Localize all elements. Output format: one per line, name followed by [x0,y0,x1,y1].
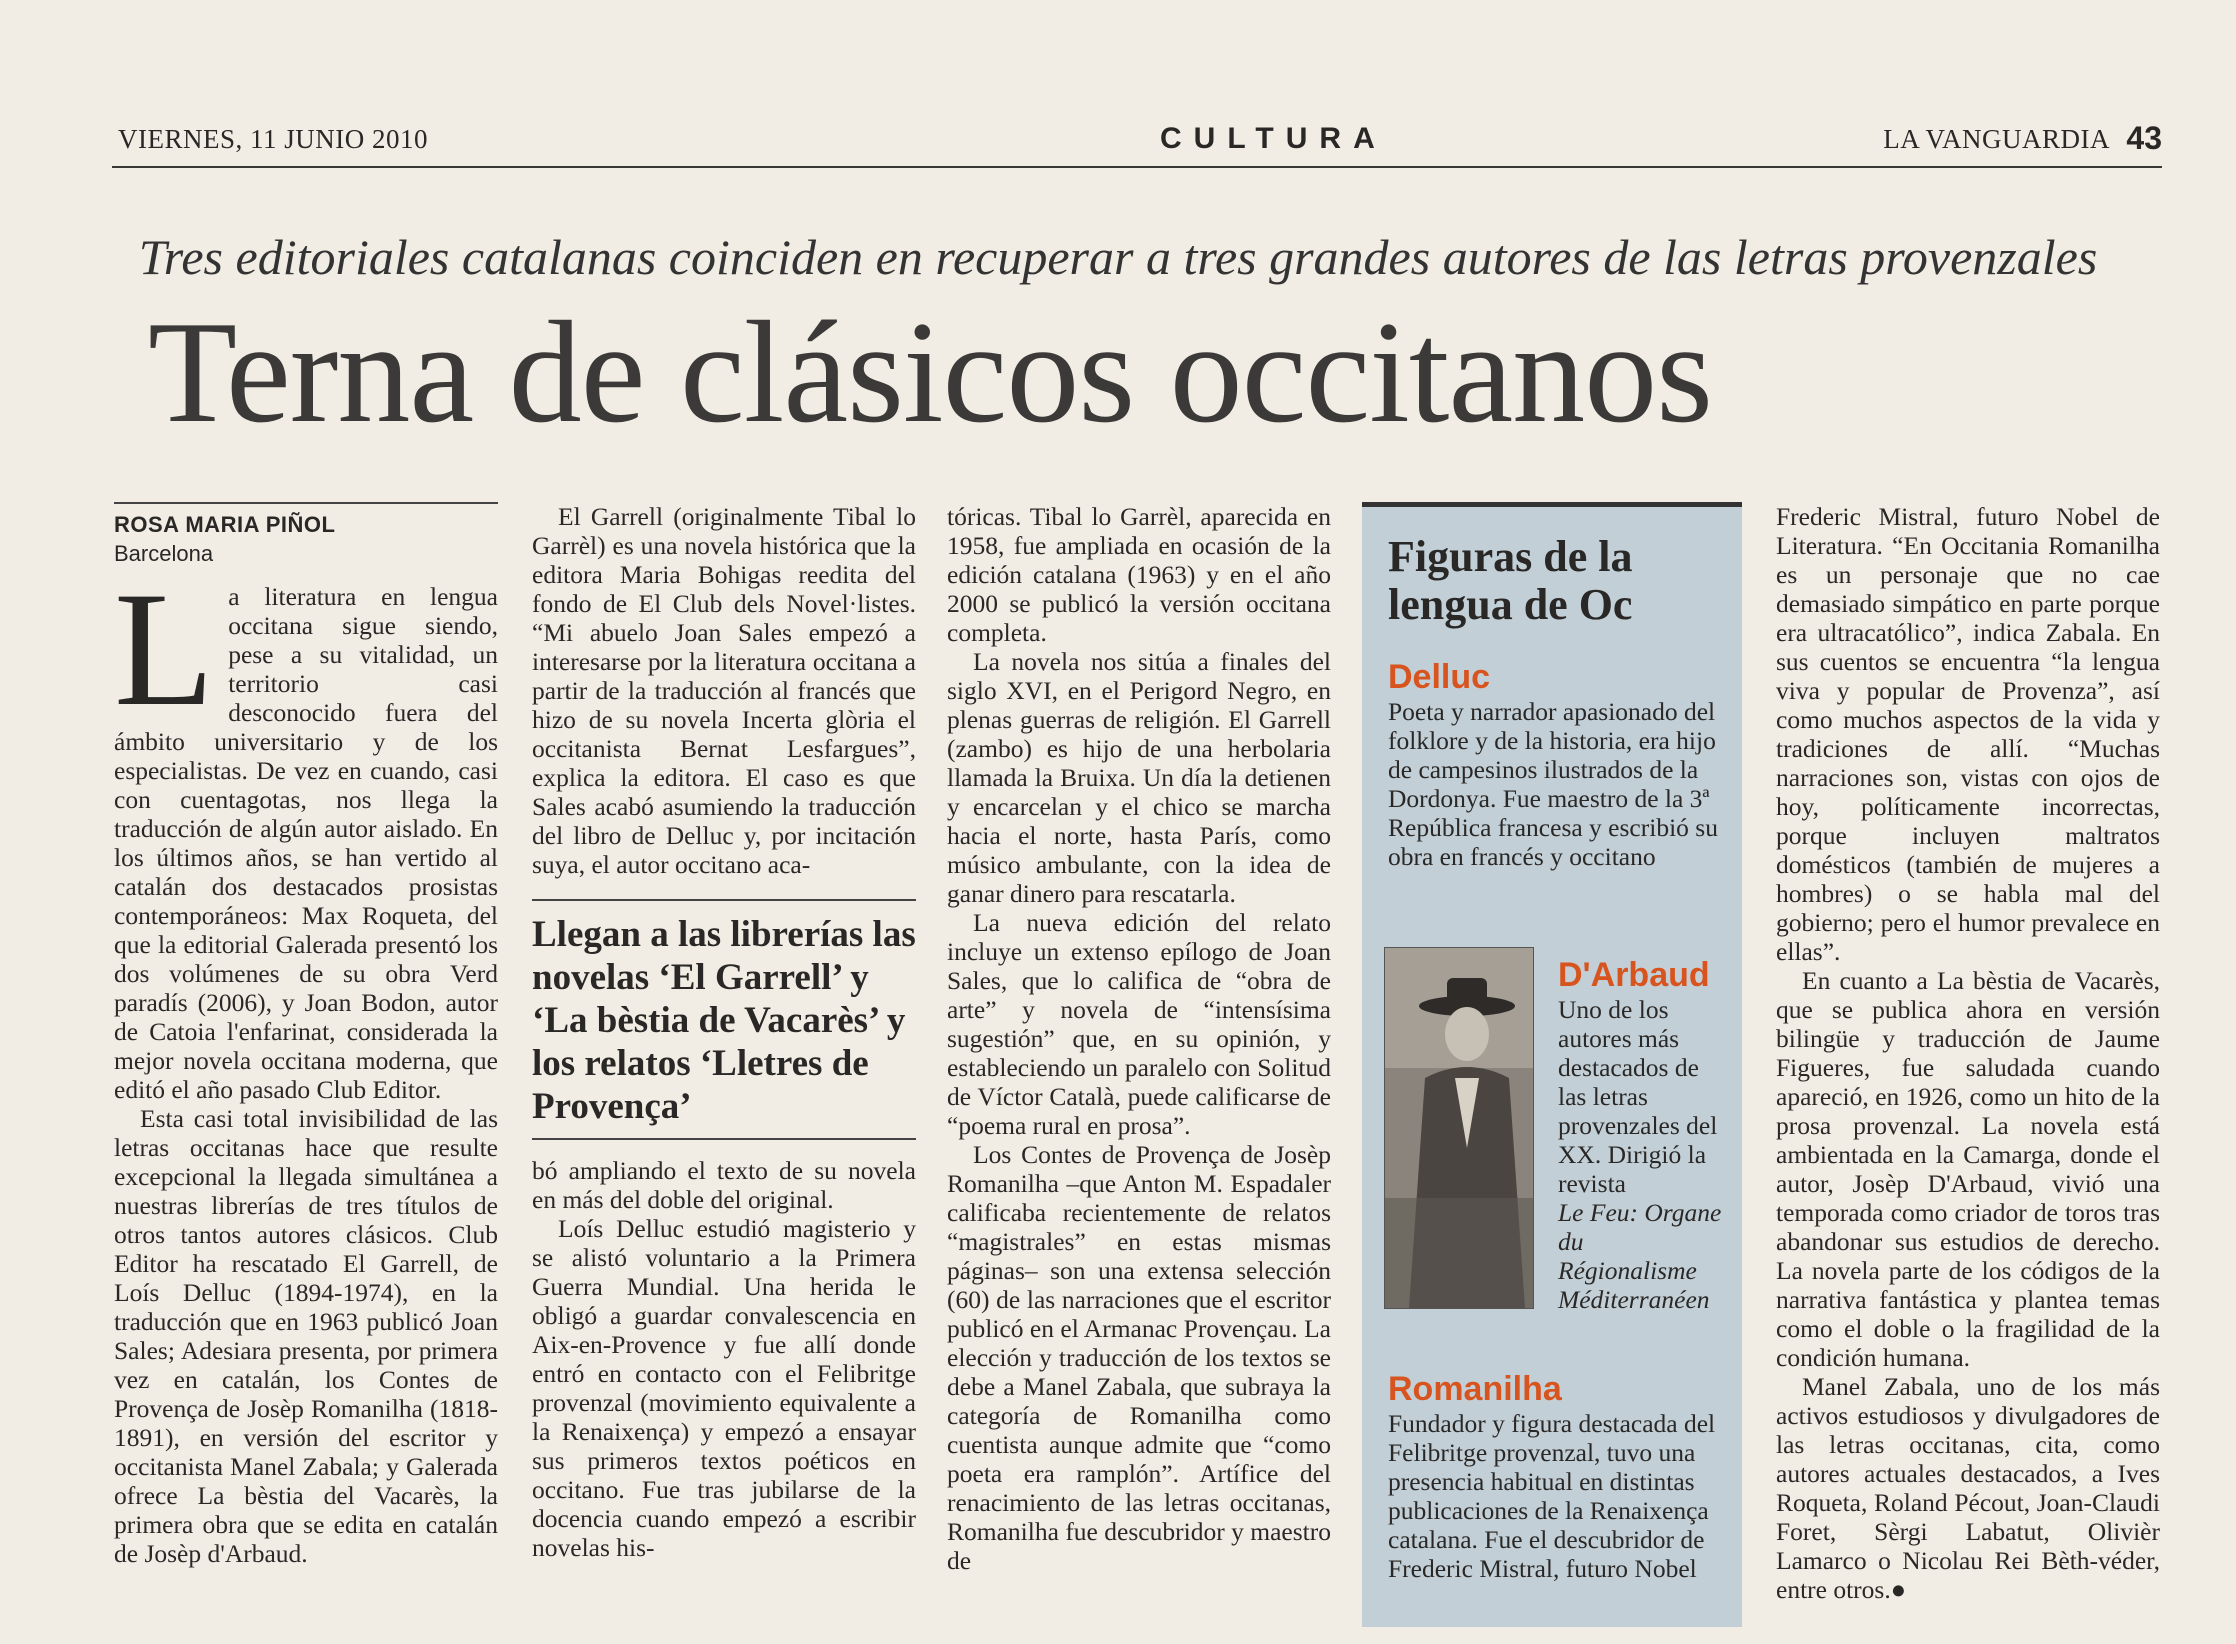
paragraph: La nueva edición del relato incluye un extenso epílogo de Joan Sales, que lo califica de “obra de arte” y novela de “intensísima sugestión” que, en su opinión, y estableciendo un paralelo con Solitud de Víctor Català, puede calificarse de “poema rural en prosa”. [947,908,1331,1140]
paragraph: Los Contes de Provença de Josèp Romanilha –que Anton M. Espadaler calificaba recientemente de relatos “magistrales” en estas mismas páginas– son una extensa selección (60) de las narraciones que el escritor publicó en el Armanac Provençau. La elección y traducción de los textos se debe a Manel Zabala, que subraya la categoría de Romanilha como cuentista aunque admite que “como poeta era ramplón”. Artífice del renacimiento de las letras occitanas, Romanilha fue descubridor y maestro de [947,1140,1331,1575]
sidebar-box [1362,502,1742,1627]
byline [114,502,498,568]
column-5 [1776,502,2160,1604]
byline-author: ROSA MARIA PIÑOL [114,512,336,537]
kicker: Tres editoriales catalanas coinciden en recuperar a tres grandes autores de las letras provenzales [138,229,2098,285]
sidebar-text-romanilha: Fundador y figura destacada del Felibritge provenzal, tuvo una presencia habitual en distintas publicaciones de la Renaixença catalana. Fue el descubridor de Frederic Mistral, futuro Nobel [1388,1409,1716,1583]
byline-city: Barcelona [114,541,214,566]
paragraph: a literatura en lengua occitana sigue siendo, pese a su vitalidad, un territorio casi desconocido fuera del ámbito universitario y de los especialistas. De vez en cuando, casi con cuentagotas, nos llega la traducción de algún autor aislado. En los últimos años, se han vertido al catalán dos destacados prosistas contemporáneos: Max Roqueta, del que la editorial Galerada presentó los dos volúmenes de su obra Verd paradís (2006), y Joan Bodon, autor de Catoia l'enfarinat, considerada la mejor novela occitana moderna, que editó el año pasado Club Editor. [114,582,498,1104]
paragraph: Loís Delluc estudió magisterio y se alistó voluntario a la Primera Guerra Mundial. Una herida le obligó a guardar convalescencia en Aix-en-Provence y fue allí donde entró en contacto con el Felibritge provenzal (movimiento equivalente a la Renaixença) y empezó a ensayar sus primeros textos poéticos en occitano. Fue tras jubilarse de la docencia cuando empezó a escribir novelas his- [532,1214,916,1562]
column-1 [114,502,498,1568]
pull-quote: Llegan a las librerías las novelas ‘El Garrell’ y ‘La bèstia de Vacarès’ y los relatos ‘Lletres de Provença’ [532,899,916,1140]
column-2 [532,502,916,1562]
paragraph: bó ampliando el texto de su novela en más del doble del original. [532,1156,916,1214]
sidebar-name-darbaud: D'Arbaud [1558,956,1710,994]
paragraph: Frederic Mistral, futuro Nobel de Literatura. “En Occitania Romanilha es un personaje que no cae demasiado simpático en parte porque era ultracatólico”, indica Zabala. En sus cuentos se encuentra “la lengua viva y popular de Provenza”, así como muchos aspectos de la vida y tradiciones de allí. “Muchas narraciones son, vistas con ojos de hoy, políticamente incorrectas, porque incluyen maltratos domésticos (también de mujeres a hombres) o se habla mal del gobierno; pero el humor prevalece en ellas”. [1776,502,2160,966]
header-section: CULTURA [1160,122,1387,155]
paragraph: El Garrell (originalmente Tibal lo Garrèl) es una novela histórica que la editora Maria Bohigas reedita del fondo de El Club dels Novel·listes. “Mi abuelo Joan Sales empezó a interesarse por la literatura occitana a partir de la traducción al francés que hizo de su novela Incerta glòria el occitanista Bernat Lesfargues”, explica la editora. El caso es que Sales acabó asumiendo la traducción del libro de Delluc y, por incitación suya, el autor occitano aca- [532,502,916,879]
portrait-photo-darbaud-graphic [1385,948,1533,1308]
sidebar-text-darbaud: Uno de los autores más destacados de las letras provenzales del XX. Dirigió la revista [1558,995,1718,1198]
portrait-photo-darbaud [1384,947,1534,1309]
header-date: VIERNES, 11 JUNIO 2010 [118,124,428,154]
paragraph: En cuanto a La bèstia de Vacarès, que se publica ahora en versión bilingüe y traducción de Jaume Figueres, fue saludada cuando apareció, en 1926, como un hito de la prosa provenzal. La novela está ambientada en la Camarga, donde el autor, Josèp D'Arbaud, vivió una temporada como criador de toros tras abandonar sus estudios de derecho. La novela parte de los códigos de la narrativa fantástica y plantea temas como el doble o la fragilidad de la condición humana. [1776,966,2160,1372]
sidebar-title: Figuras de la lengua de Oc [1388,532,1633,629]
page-header [112,118,2162,168]
sidebar-name-romanilha: Romanilha [1388,1370,1562,1408]
column-3 [947,502,1331,1575]
sidebar-text-delluc: Poeta y narrador apasionado del folklore y de la historia, era hijo de campesinos ilustrados de la Dordonya. Fue maestro de la 3ª República francesa y escribió su obra en francés y occitano [1388,697,1718,871]
header-page-number: 43 [2126,120,2162,156]
sidebar-journal-darbaud: Le Feu: Organe du Régionalisme Méditerranéen [1558,1198,1722,1314]
paragraph: tóricas. Tibal lo Garrèl, aparecida en 1958, fue ampliada en ocasión de la edición catalana (1963) y en el año 2000 se publicó la versión occitana completa. [947,502,1331,647]
paragraph: La novela nos sitúa a finales del siglo XVI, en el Perigord Negro, en plenas guerras de religión. El Garrell (zambo) es hijo de una herbolaria llamada la Bruixa. Un día la detienen y encarcelan y el chico se marcha hacia el norte, hasta París, como músico ambulante, con la idea de ganar dinero para rescatarla. [947,647,1331,908]
paragraph: Manel Zabala, uno de los más activos estudiosos y divulgadores de las letras occitanas, cita, como autores actuales destacados, a Ives Roqueta, Roland Pécout, Joan-Claudi Foret, Sèrgi Labatut, Olivièr Lamarco o Nicolau Rei Bèth-véder, entre otros.● [1776,1372,2160,1604]
drop-cap: L [114,559,215,740]
headline: Terna de clásicos occitanos [147,291,1713,453]
header-newspaper: LA VANGUARDIA [1883,124,2110,154]
paragraph: Esta casi total invisibilidad de las letras occitanas hace que resulte excepcional la llegada simultánea a nuestras librerías de tres títulos de otros tantos autores clásicos. Club Editor ha rescatado El Garrell, de Loís Delluc (1894-1974), en la traducción que en 1963 publicó Joan Sales; Adesiara presenta, por primera vez en catalán, los Contes de Provença de Josèp Romanilha (1818-1891), en versión del escritor y occitanista Manel Zabala; y Galerada ofrece La bèstia del Vacarès, la primera obra que se edita en catalán de Josèp d'Arbaud. [114,1104,498,1568]
sidebar-name-delluc: Delluc [1388,658,1491,696]
